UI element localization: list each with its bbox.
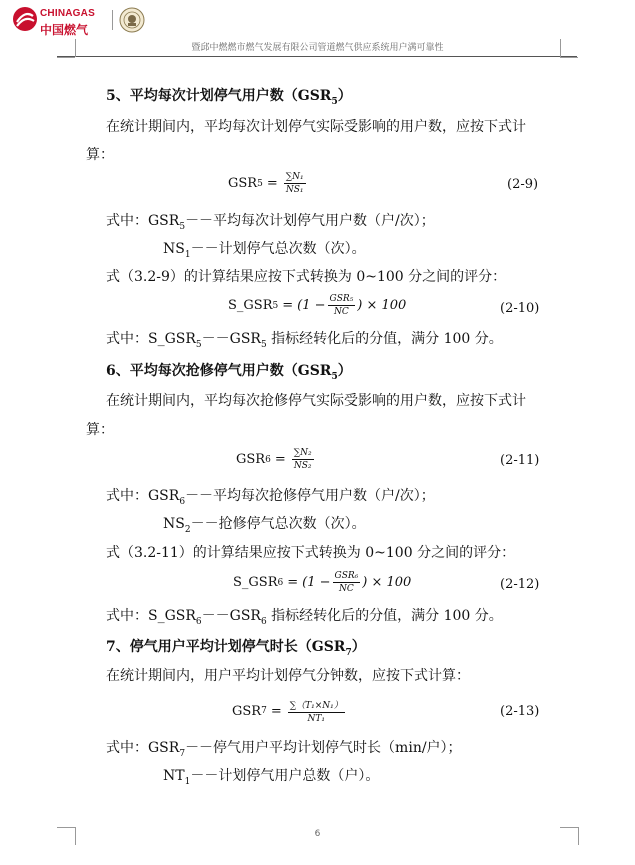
equation-number: (2-9) xyxy=(507,177,539,192)
logo-chinese-name: 中国燃气 xyxy=(40,23,89,37)
formula-2-13: GSR 7 = $\frac{\text{∑（T₁×N₁）}}{\text{NT₁}}$ xyxy=(232,698,347,724)
definition-gsr7: 式中：$GSR_7--$停气用户平均计划停气时长（min/户）； xyxy=(106,740,462,759)
section-7-intro-line-1: 在统计期间内，用户平均计划停气分钟数，应按下式计算： xyxy=(106,668,470,684)
crop-mark xyxy=(75,39,76,57)
page-number: 6 xyxy=(314,829,321,839)
logo-english-name: CHINAGAS xyxy=(40,8,95,19)
equation-number: (2-13) xyxy=(500,704,540,719)
definition-ns2: $NS_2--$抢修停气总次数（次）。 xyxy=(163,516,366,535)
crop-mark xyxy=(560,57,578,58)
equation-number: (2-11) xyxy=(500,453,540,468)
running-header: 暨邱中燃燃市燃气发展有限公司管道燃气供应系统用户满可靠性 xyxy=(191,43,444,53)
definition-s-gsr5: 式中：$S\_GSR_5--GSR_5$ 指标经转化后的分值，满分 100 分。 xyxy=(106,331,503,350)
formula-2-9: GSR 5 = $\frac{\text{∑N₁}}{\text{NS₁}}$ xyxy=(228,172,304,195)
definition-gsr5: 式中：$GSR_5--$平均每次计划停气用户数（户/次）； xyxy=(106,213,435,232)
section-5-intro-line-2: 算： xyxy=(86,147,114,163)
section-6-intro-line-1: 在统计期间内，平均每次抢修停气实际受影响的用户数，应按下式计 xyxy=(106,393,526,409)
section-6-intro-line-2: 算： xyxy=(86,422,114,438)
conversion-text-6: 式（3.2-11）的计算结果应按下式转换为 0~100 分之间的评分： xyxy=(106,545,516,561)
crop-mark xyxy=(560,827,578,828)
section-5-intro-line-1: 在统计期间内，平均每次计划停气实际受影响的用户数，应按下式计 xyxy=(106,119,526,135)
emblem-icon xyxy=(119,7,145,33)
equation-number: (2-10) xyxy=(500,301,540,316)
section-6-heading: 6、平均每次抢修停气用户数$(GSR_5)$ xyxy=(106,363,352,382)
formula-2-11: GSR 6 = $\frac{\text{∑N₂}}{\text{NS₂}}$ xyxy=(236,448,312,471)
crop-mark xyxy=(57,57,75,58)
logo-divider xyxy=(112,10,113,30)
header-rule xyxy=(57,56,577,57)
definition-ns1: $NS_1--$计划停气总次数（次）。 xyxy=(163,241,366,260)
definition-nt1: $NT_1--$计划停气用户总数（户）。 xyxy=(163,768,380,787)
definition-s-gsr6: 式中：$S\_GSR_6--GSR_6$ 指标经转化后的分值，满分 100 分。 xyxy=(106,608,503,627)
definition-gsr6: 式中：$GSR_6--$平均每次抢修停气用户数（户/次）； xyxy=(106,488,435,507)
section-5-heading: 5、平均每次计划停气用户数$(GSR_5)$ xyxy=(106,88,352,107)
formula-2-12: S_GSR 6 = (1 − $\frac{\text{GSR₆}}{NC}$ ) × 100 xyxy=(233,571,412,594)
section-7-heading: 7、停气用户平均计划停气时长$(GSR_7)$ xyxy=(106,639,366,658)
formula-2-10: S_GSR 5 = (1 − $\frac{\text{GSR₅}}{NC}$ ) × 100 xyxy=(228,294,407,317)
crop-mark xyxy=(560,39,561,57)
conversion-text-5: 式（3.2-9）的计算结果应按下式转换为 0~100 分之间的评分： xyxy=(106,269,507,285)
chinagas-logo-icon xyxy=(12,6,38,32)
crop-mark xyxy=(57,827,75,828)
header-logos xyxy=(12,4,142,38)
equation-number: (2-12) xyxy=(500,577,540,592)
